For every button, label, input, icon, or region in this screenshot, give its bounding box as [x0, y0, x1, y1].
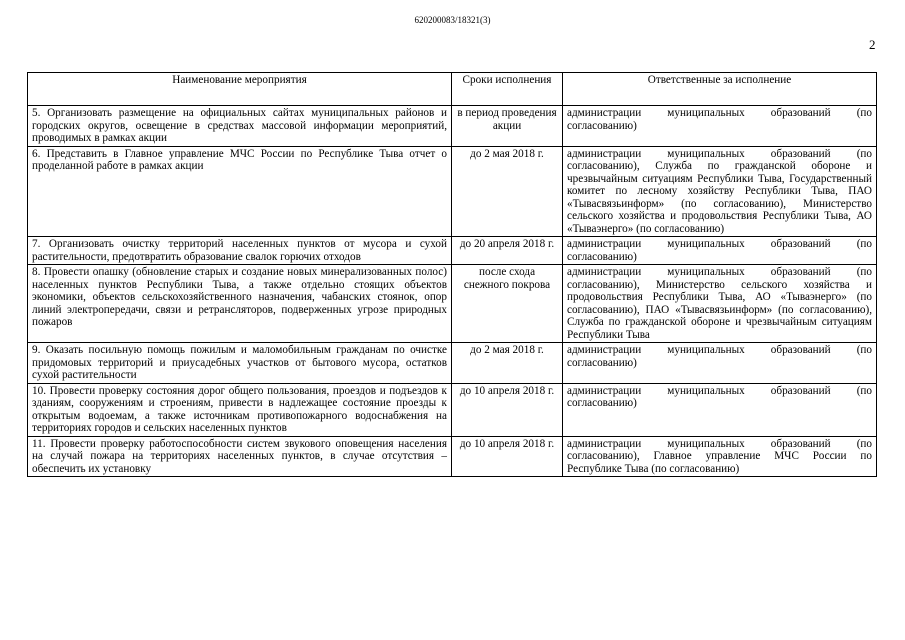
action-term: до 20 апреля 2018 г.	[452, 237, 563, 265]
table-row	[28, 237, 877, 265]
action-responsible: администрации муниципальных образований (по согласованию), Министерство сельского хозяйства и продовольствия Республики Тыва, АО «Тываэнерго» (по согласованию), ПАО «Тывасвязьинформ» (по согласованию), Служба по гражданской обороне и чрезвычайным ситуациям Республики Тыва	[563, 265, 877, 343]
action-term: после схода снежного покрова	[452, 265, 563, 343]
action-name: 11. Провести проверку работоспособности систем звукового оповещения населения на случай пожара на территориях населенных пунктов, в случае отсутствия – обеспечить их установку	[28, 436, 452, 477]
table-row	[28, 343, 877, 384]
action-responsible: администрации муниципальных образований (по согласованию), Главное управление МЧС России по Республике Тыва (по согласованию)	[563, 436, 877, 477]
table-row	[28, 436, 877, 477]
table-row	[28, 146, 877, 237]
header-name: Наименование мероприятия	[28, 73, 452, 106]
action-responsible: администрации муниципальных образований (по согласованию)	[563, 343, 877, 384]
action-term: до 2 мая 2018 г.	[452, 343, 563, 384]
page-number: 2	[869, 37, 876, 52]
header-responsible: Ответственные за исполнение	[563, 73, 877, 106]
table-row	[28, 106, 877, 147]
action-name: 6. Представить в Главное управление МЧС России по Республике Тыва отчет о проделанной работе в рамках акции	[28, 146, 452, 237]
action-name: 5. Организовать размещение на официальных сайтах муниципальных районов и городских округов, освещение в средствах массовой информации мероприятий, проводимых в рамках акции	[28, 106, 452, 147]
action-responsible: администрации муниципальных образований (по согласованию)	[563, 383, 877, 436]
action-term: до 10 апреля 2018 г.	[452, 436, 563, 477]
action-name: 10. Провести проверку состояния дорог общего пользования, проездов и подъездов к зданиям, сооружениям и строениям, привести в надлежащее состояние проезды к открытым водоемам, а также источникам противопожарного водоснабжения на территориях городов и сельских населенных пунктов	[28, 383, 452, 436]
table-header-row	[28, 73, 877, 106]
actions-table	[27, 72, 877, 477]
action-responsible: администрации муниципальных образований (по согласованию)	[563, 237, 877, 265]
action-responsible: администрации муниципальных образований (по согласованию)	[563, 106, 877, 147]
action-term: до 2 мая 2018 г.	[452, 146, 563, 237]
document-number: 620200083/18321(3)	[414, 15, 491, 25]
table-row	[28, 383, 877, 436]
action-term: до 10 апреля 2018 г.	[452, 383, 563, 436]
action-term: в период проведения акции	[452, 106, 563, 147]
action-name: 7. Организовать очистку территорий населенных пунктов от мусора и сухой растительности, предотвратить образование свалок горючих отходов	[28, 237, 452, 265]
action-name: 9. Оказать посильную помощь пожилым и маломобильным гражданам по очистке придомовых территорий и приусадебных участков от бытового мусора, остатков сухой растительности	[28, 343, 452, 384]
action-responsible: администрации муниципальных образований (по согласованию), Служба по гражданской обороне и чрезвычайным ситуациям Республики Тыва, Государственный комитет по лесному хозяйству Республики Тыва, ПАО «Тывасвязьинформ» (по согласованию), Министерство сельского хозяйства и продовольствия Республики Тыва, АО «Тываэнерго» (по согласованию)	[563, 146, 877, 237]
header-term: Сроки исполнения	[452, 73, 563, 106]
table-row	[28, 265, 877, 343]
action-name: 8. Провести опашку (обновление старых и создание новых минерализованных полос) населенных пунктов Республики Тыва, а также отдельно стоящих объектов экономики, объектов сельскохозяйственного назначения, чабанских стоянок, опор линий электропередачи, связи и ретрансляторов, подверженных угрозе природных пожаров	[28, 265, 452, 343]
